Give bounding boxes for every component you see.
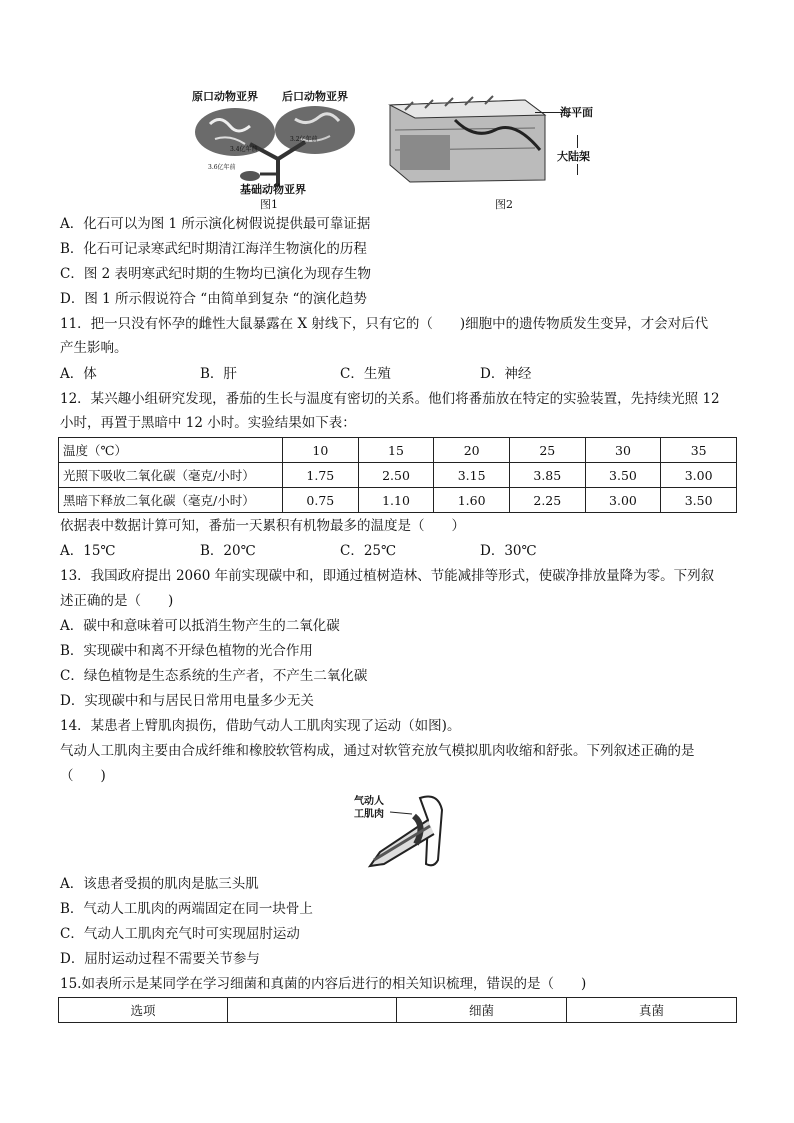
q12-option-a: A．15℃ <box>60 543 116 559</box>
table-cell: 20 <box>434 438 510 463</box>
q14-stem-line3: （ ) <box>60 768 106 784</box>
q11-option-b: B．肝 <box>200 366 237 382</box>
fig1-age-3: 3.6亿年前 <box>208 164 236 171</box>
table-cell: 30 <box>585 438 661 463</box>
figure-1 <box>190 86 365 211</box>
figure-2 <box>385 90 615 212</box>
table-cell: 1.10 <box>358 488 434 513</box>
q14-stem-line2: 气动人工肌肉主要由合成纤维和橡胶软管构成，通过对软管充放气模拟肌肉收缩和舒张。下列叙述正确的是 <box>60 743 695 759</box>
fig1-age-2: 3.4亿年前 <box>230 146 258 153</box>
q13-option-d: D．实现碳中和与居民日常用电量多少无关 <box>60 693 314 709</box>
fig2-label-sea-level: 海平面 <box>560 106 593 119</box>
q14-option-d: D．屈肘运动过程不需要关节参与 <box>60 951 260 967</box>
table-cell: 2.50 <box>358 463 434 488</box>
q12-options <box>60 541 620 561</box>
q11-option-d: D．神经 <box>480 366 532 382</box>
table-row <box>59 463 737 488</box>
q12-data-table <box>58 437 737 513</box>
fig1-label-basal: 基础动物亚界 <box>240 183 306 196</box>
q12-stem-line2: 小时，再置于黑暗中 12 小时。实验结果如下表： <box>60 415 356 431</box>
q14-arm-figure <box>350 790 460 875</box>
fig1-tree-drawing <box>190 104 365 189</box>
q12-option-d: D．30℃ <box>480 543 537 559</box>
fig2-label-shelf: 大陆架 <box>557 150 590 163</box>
q11-stem-line1: 11．把一只没有怀孕的雌性大鼠暴露在 X 射线下，只有它的（ )细胞中的遗传物质发生变异，才会对后代 <box>60 316 709 332</box>
table-row-label-dark: 黑暗下释放二氧化碳（毫克/小时） <box>59 488 283 513</box>
table-row <box>59 488 737 513</box>
q12-option-b: B．20℃ <box>200 543 256 559</box>
table-row <box>59 998 737 1023</box>
q15-header-blank <box>228 998 397 1023</box>
table-cell: 3.50 <box>585 463 661 488</box>
fig2-caption: 图2 <box>495 198 513 211</box>
q10-option-b: B．化石可记录寒武纪时期清江海洋生物演化的历程 <box>60 241 367 257</box>
table-cell: 15 <box>358 438 434 463</box>
q11-option-c: C．生殖 <box>340 366 391 382</box>
q15-header-option: 选项 <box>59 998 228 1023</box>
table-cell: 25 <box>509 438 585 463</box>
table-cell: 3.00 <box>661 463 737 488</box>
q14-option-b: B．气动人工肌肉的两端固定在同一块骨上 <box>60 901 313 917</box>
table-cell: 35 <box>661 438 737 463</box>
fig2-sea-level-line <box>535 112 563 113</box>
q12-stem-line1: 12．某兴趣小组研究发现，番茄的生长与温度有密切的关系。他们将番茄放在特定的实验装置，先持续光照 12 <box>60 391 720 407</box>
q15-stem: 15.如表所示是某同学在学习细菌和真菌的内容后进行的相关知识梳理，错误的是（ ) <box>60 976 587 992</box>
table-header-temperature: 温度（℃） <box>59 438 283 463</box>
fig2-shelf-drawing <box>385 90 550 185</box>
fig1-caption: 图1 <box>260 198 278 211</box>
q13-stem-line1: 13．我国政府提出 2060 年前实现碳中和，即通过植树造林、节能减排等形式，使碳净排放量降为零。下列叙 <box>60 568 715 584</box>
q14-fig-label-2: 工肌肉 <box>354 809 384 820</box>
q15-header-fungi: 真菌 <box>567 998 737 1023</box>
fig1-label-protostomia: 原口动物亚界 <box>192 90 258 103</box>
table-cell: 3.00 <box>585 488 661 513</box>
q12-option-c: C．25℃ <box>340 543 397 559</box>
fig1-label-deuterostomia: 后口动物亚界 <box>282 90 348 103</box>
q14-fig-label-1: 气动人 <box>354 796 384 807</box>
table-cell: 1.60 <box>434 488 510 513</box>
table-cell: 3.50 <box>661 488 737 513</box>
table-cell: 3.85 <box>509 463 585 488</box>
table-row <box>59 438 737 463</box>
table-cell: 3.15 <box>434 463 510 488</box>
table-cell: 10 <box>283 438 359 463</box>
table-cell: 1.75 <box>283 463 359 488</box>
q13-option-b: B．实现碳中和离不开绿色植物的光合作用 <box>60 643 313 659</box>
q13-option-a: A．碳中和意味着可以抵消生物产生的二氧化碳 <box>60 618 340 634</box>
q13-option-c: C．绿色植物是生态系统的生产者，不产生二氧化碳 <box>60 668 368 684</box>
q15-table <box>58 997 737 1023</box>
q11-stem-line2: 产生影响。 <box>60 340 128 356</box>
q10-option-d: D．图 1 所示假说符合 “由简单到复杂 “的演化趋势 <box>60 291 367 307</box>
q14-arm-drawing <box>350 790 460 875</box>
q12-question: 依据表中数据计算可知，番茄一天累积有机物最多的温度是（ ） <box>60 518 465 534</box>
q10-option-a: A．化石可以为图 1 所示演化树假说提供最可靠证据 <box>60 216 371 232</box>
q10-option-c: C．图 2 表明寒武纪时期的生物均已演化为现存生物 <box>60 266 372 282</box>
fig1-age-1: 3.2亿年前 <box>290 136 318 143</box>
q11-options <box>60 364 620 384</box>
table-cell: 2.25 <box>509 488 585 513</box>
table-row-label-light: 光照下吸收二氧化碳（毫克/小时） <box>59 463 283 488</box>
q14-option-a: A．该患者受损的肌肉是肱三头肌 <box>60 876 259 892</box>
q14-stem-line1: 14．某患者上臂肌肉损伤，借助气动人工肌肉实现了运动（如图)。 <box>60 718 461 734</box>
table-cell: 0.75 <box>283 488 359 513</box>
q13-stem-line2: 述正确的是（ ) <box>60 593 174 609</box>
q15-header-bacteria: 细菌 <box>397 998 567 1023</box>
q11-option-a: A．体 <box>60 366 97 382</box>
q14-option-c: C．气动人工肌肉充气时可实现屈肘运动 <box>60 926 300 942</box>
